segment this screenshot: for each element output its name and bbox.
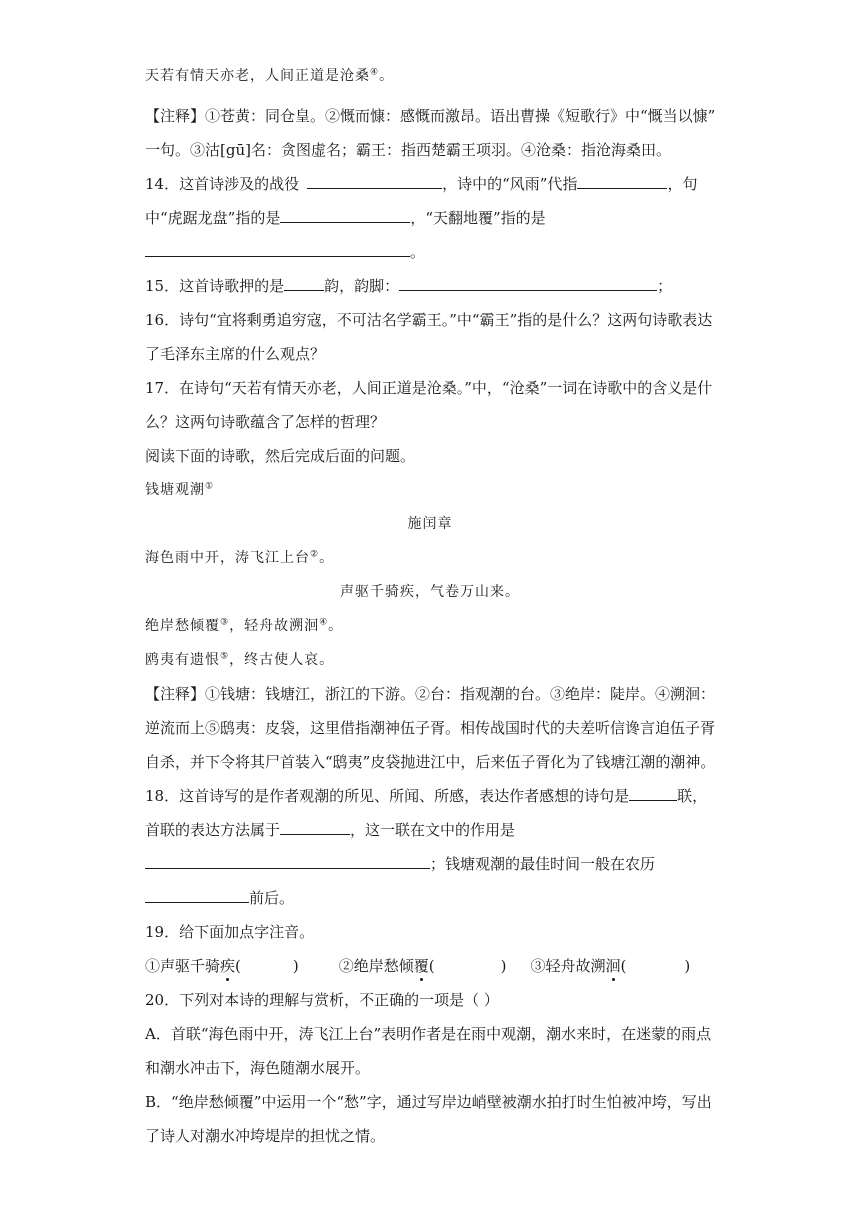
answer-blank[interactable] bbox=[284, 276, 324, 291]
question-18-line4: 前后。 bbox=[145, 888, 725, 908]
notes2-line3: 自杀，并下令将其尸首装入“鸱夷”皮袋抛进江中，后来伍子胥化为了钱塘江潮的潮神。 bbox=[145, 753, 716, 771]
option-b-line2: 了诗人对潮水冲垮堤岸的担忧之情。 bbox=[145, 1127, 386, 1145]
answer-blank[interactable] bbox=[629, 786, 677, 801]
question-19-items: ①声驱千骑疾( ) ②绝岸愁倾覆( ) ③轻舟故溯洄( ) bbox=[145, 957, 691, 975]
question-14-line3: 。 bbox=[145, 242, 725, 262]
question-14-line2: 中“虎踞龙盘”指的是 ，“天翻地覆”指的是 bbox=[145, 209, 546, 227]
answer-blank[interactable] bbox=[145, 888, 249, 903]
poem2-title: 钱塘观潮① bbox=[145, 481, 215, 498]
question-15: 15．这首诗歌押的是 韵，韵脚： ； bbox=[145, 277, 673, 295]
dotted-char: 疾 bbox=[220, 957, 236, 975]
notes2-line1: 【注释】①钱塘：钱塘江，浙江的下游。②台：指观潮的台。③绝岸：陡岸。④溯洄： bbox=[145, 685, 716, 703]
question-18-line2: 首联的表达方法属于 ，这一联在文中的作用是 bbox=[145, 821, 516, 839]
answer-blank[interactable] bbox=[307, 174, 442, 189]
question-18-line3: ；钱塘观潮的最佳时间一般在农历 bbox=[145, 854, 725, 874]
option-a-line2: 和潮水冲击下，海色随潮水展开。 bbox=[145, 1059, 371, 1077]
question-17-line2: 么？这两句诗歌蕴含了怎样的哲理？ bbox=[145, 413, 386, 431]
answer-blank[interactable] bbox=[577, 174, 667, 189]
question-14-line1: 14．这首诗涉及的战役 ，诗中的“风雨”代指 ，句 bbox=[145, 175, 698, 193]
answer-blank[interactable] bbox=[145, 242, 410, 257]
notes1-line1: 【注释】①苍黄：同仓皇。②慨而慷：感慨而激昂。语出曹操《短歌行》中“慨当以慷” bbox=[145, 107, 716, 125]
dotted-char: 覆 bbox=[413, 957, 429, 975]
reading-instruction: 阅读下面的诗歌，然后完成后面的问题。 bbox=[145, 447, 416, 465]
option-b-line1: B．“绝岸愁倾覆”中运用一个“愁”字，通过写岸边峭壁被潮水拍打时生怕被冲垮，写出 bbox=[145, 1093, 712, 1111]
question-18-line1: 18．这首诗写的是作者观潮的所见、所闻、所感，表达作者感想的诗句是 联， bbox=[145, 787, 708, 805]
question-20-stem: 20．下列对本诗的理解与赏析，不正确的一项是（ ） bbox=[145, 991, 499, 1009]
answer-blank[interactable] bbox=[280, 820, 350, 835]
poem2-author: 施闰章 bbox=[407, 516, 453, 532]
answer-blank[interactable] bbox=[145, 854, 430, 869]
poem2-line1: 海色雨中开，涛飞江上台②。 bbox=[145, 549, 335, 566]
poem2-line4: 鸥夷有遗恨⑤，终古使人哀。 bbox=[145, 651, 335, 668]
poem2-line2: 声驱千骑疾，气卷万山来。 bbox=[340, 584, 520, 600]
answer-blank[interactable] bbox=[399, 276, 657, 291]
answer-blank[interactable] bbox=[280, 208, 410, 223]
poem2-line3: 绝岸愁倾覆③，轻舟故溯洄④。 bbox=[145, 617, 344, 634]
notes2-line2: 逆流而上⑤鸱夷：皮袋，这里借指潮神伍子胥。相传战国时代的夫差听信谗言迫伍子胥 bbox=[145, 719, 716, 737]
question-16-line1: 16．诗句“宜将剩勇追穷寇，不可沽名学霸王。”中“霸王”指的是什么？这两句诗歌表达 bbox=[145, 311, 713, 329]
option-a-line1: A．首联“海色雨中开，涛飞江上台”表明作者是在雨中观潮，潮水来时，在迷蒙的雨点 bbox=[145, 1025, 712, 1043]
question-17-line1: 17．在诗句“天若有情天亦老，人间正道是沧桑。”中，“沧桑”一词在诗歌中的含义是什 bbox=[145, 379, 713, 397]
notes1-line2: 一句。③沽[gū]名：贪图虚名；霸王：指西楚霸王项羽。④沧桑：指沧海桑田。 bbox=[145, 141, 671, 159]
question-16-line2: 了毛泽东主席的什么观点？ bbox=[145, 345, 326, 363]
poem1-last-line: 天若有情天亦老，人间正道是沧桑④。 bbox=[145, 67, 395, 84]
dotted-char: 洄 bbox=[605, 957, 621, 975]
question-19-stem: 19．给下面加点字注音。 bbox=[145, 923, 315, 941]
